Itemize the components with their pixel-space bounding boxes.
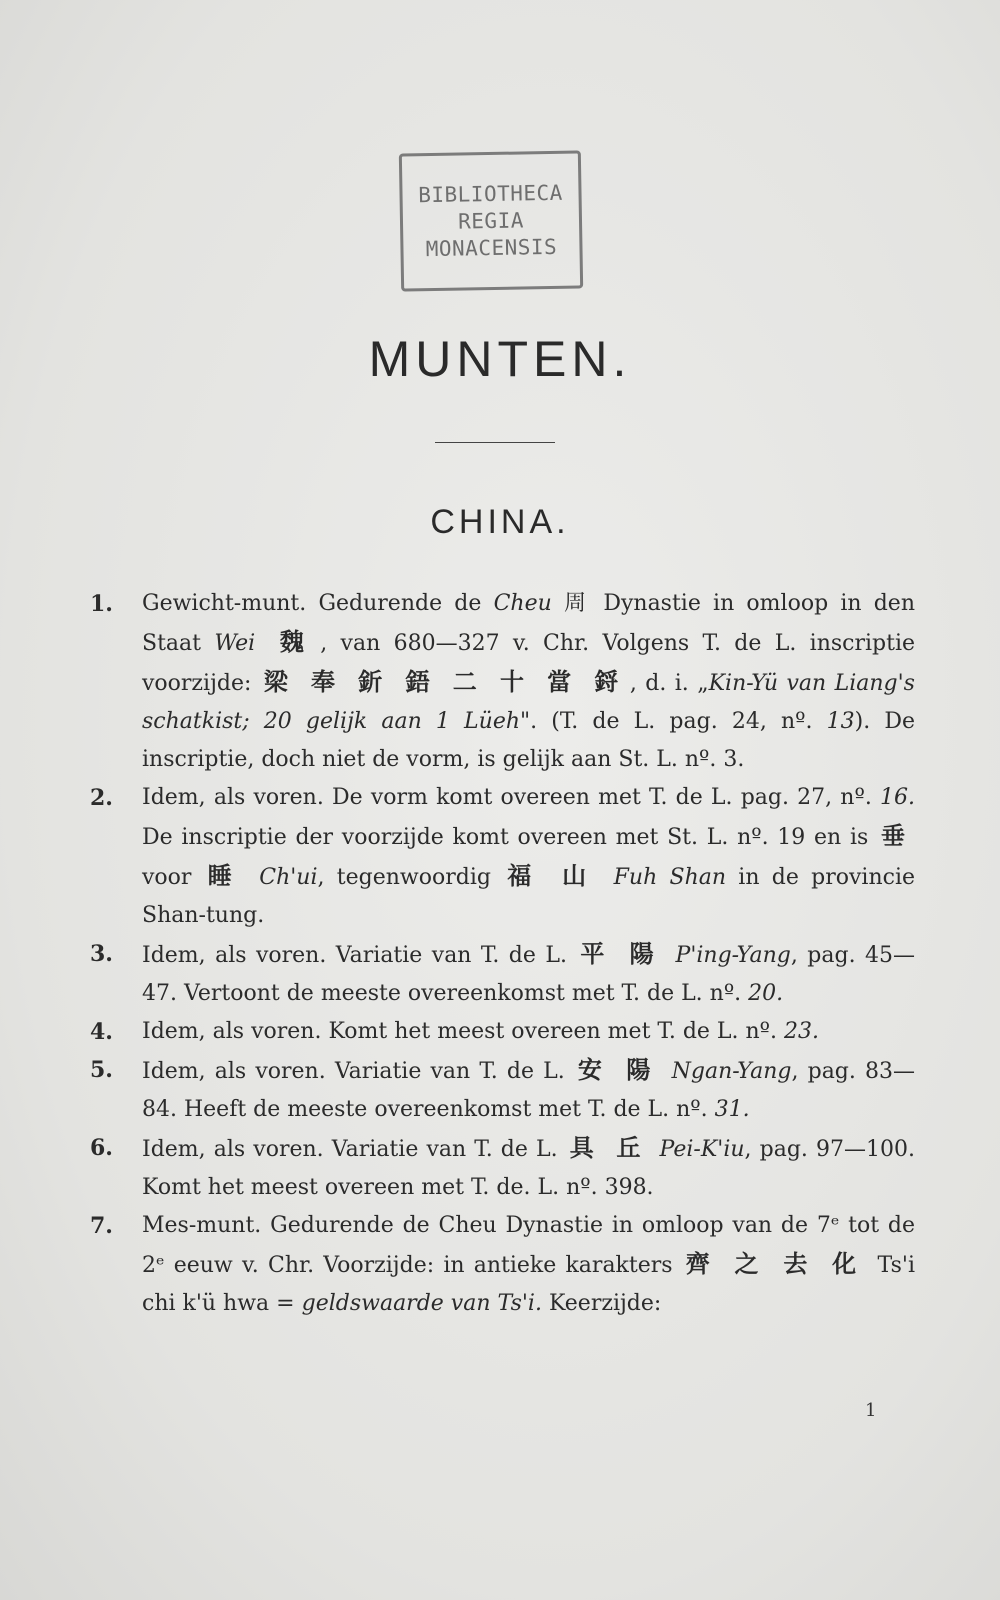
page-number: 1 [865, 1400, 877, 1421]
italic-text: 13 [826, 709, 855, 734]
entry-item [90, 935, 915, 1013]
text-run: , tegenwoordig [317, 865, 504, 890]
italic-text: Fuh Shan [613, 865, 727, 890]
text-run: Keerzijde: [541, 1291, 662, 1316]
chinese-characters: 齊 之 去 化 [685, 1249, 865, 1278]
entry-item [90, 1207, 915, 1323]
entry-number: 5. [90, 1057, 113, 1083]
text-run: , pag. 83—84. Heeft de meeste overeenkomst met T. de L. nº. [142, 1059, 915, 1122]
stamp-line-3: MONACENSIS [425, 234, 558, 261]
text-run: Ts'i chi k'ü hwa = [142, 1253, 915, 1316]
entry-item [90, 1013, 915, 1051]
text-run: De inscriptie der voorzijde komt overeen met St. L. nº. 19 en is [142, 825, 877, 850]
text-run [666, 943, 675, 968]
text-run: 周 [551, 591, 604, 616]
entry-number: 7. [90, 1213, 113, 1239]
italic-text: 23. [784, 1019, 820, 1044]
entry-item [90, 1129, 915, 1207]
entry-number: 1. [90, 591, 113, 617]
entry-text [142, 1051, 915, 1129]
text-run: , d. i. „ [629, 671, 709, 696]
entry-text [142, 935, 915, 1013]
text-run [247, 865, 259, 890]
text-run: voor [142, 865, 204, 890]
text-run: Mes-munt. Gedurende de Cheu Dynastie in omloop van de 7ᵉ tot de 2ᵉ eeuw v. Chr. Voorzijde: in antieke karakters [142, 1213, 915, 1278]
page-title: MUNTEN. [368, 331, 632, 387]
text-run: , van 680—327 v. Chr. Volgens T. de L. inscriptie voorzijde: [142, 631, 916, 696]
section-title: CHINA. [430, 503, 570, 541]
italic-text: 31. [714, 1097, 750, 1122]
entry-item [90, 585, 915, 779]
italic-text: geldswaarde van Ts'i. [301, 1291, 542, 1316]
entry-number: 3. [90, 941, 113, 967]
entry-text [142, 1129, 915, 1207]
italic-text: 16. [880, 785, 915, 810]
title-divider [435, 442, 555, 443]
chinese-characters: 梁 奉 釿 鋙 二 十 當 鋝 [263, 667, 626, 696]
chinese-characters: 安 陽 [577, 1055, 659, 1084]
entry-item [90, 1051, 915, 1129]
text-run: in de provincie Shan-tung. [142, 865, 915, 928]
text-run [601, 865, 613, 890]
text-run: ". (T. de L. pag. 24, nº. [520, 709, 827, 734]
stamp-line-1: BIBLIOTHECA [418, 180, 563, 207]
entry-list [90, 585, 915, 1323]
text-run [663, 1059, 672, 1084]
text-run: Idem, als voren. Variatie van T. de L. [142, 943, 577, 968]
chinese-characters: 垂 [881, 821, 911, 850]
entry-text [142, 1207, 915, 1323]
text-run [651, 1137, 659, 1162]
italic-text: Pei-K'iu [659, 1137, 745, 1162]
text-run: Idem, als voren. Variatie van T. de L. [142, 1059, 574, 1084]
entry-text [142, 585, 915, 779]
text-run: Dynastie in omloop in den Staat [142, 591, 915, 656]
entry-number: 4. [90, 1019, 113, 1045]
stamp-line-2: REGIA [457, 207, 525, 234]
chinese-characters: 具 丘 [569, 1133, 648, 1162]
chinese-characters: 福 山 [507, 861, 598, 890]
text-run: , pag. 97—100. Komt het meest overeen met T. de. L. nº. 398. [142, 1137, 916, 1200]
entry-text [142, 779, 915, 935]
chinese-characters: 魏 [259, 627, 317, 656]
italic-text: Ngan-Yang [671, 1059, 792, 1084]
italic-text: Cheu [493, 591, 552, 616]
text-run: Idem, als voren. Variatie van T. de L. [142, 1137, 566, 1162]
italic-text: Kin-Yü van Liang's schatkist; 20 gelijk aan 1 Lüeh [142, 671, 915, 734]
italic-text: P'ing-Yang [675, 943, 791, 968]
entry-item [90, 779, 915, 935]
entry-text [142, 1013, 915, 1051]
text-run: , pag. 45—47. Vertoont de meeste overeenkomst met T. de L. nº. [142, 943, 916, 1006]
italic-text: Wei [214, 631, 256, 656]
text-run: Gewicht-munt. Gedurende de [142, 591, 494, 616]
text-run: Idem, als voren. Komt het meest overeen met T. de L. nº. [142, 1019, 785, 1044]
chinese-characters: 睡 [207, 861, 243, 890]
text-run: Idem, als voren. De vorm komt overeen met T. de L. pag. 27, nº. [142, 785, 880, 810]
italic-text: 20. [748, 981, 784, 1006]
entry-number: 2. [90, 785, 113, 811]
text-run: ). De inscriptie, doch niet de vorm, is gelijk aan St. L. nº. 3. [142, 709, 915, 772]
library-stamp [399, 150, 583, 291]
entry-number: 6. [90, 1135, 113, 1161]
chinese-characters: 平 陽 [580, 939, 663, 968]
italic-text: Ch'ui [259, 865, 318, 890]
